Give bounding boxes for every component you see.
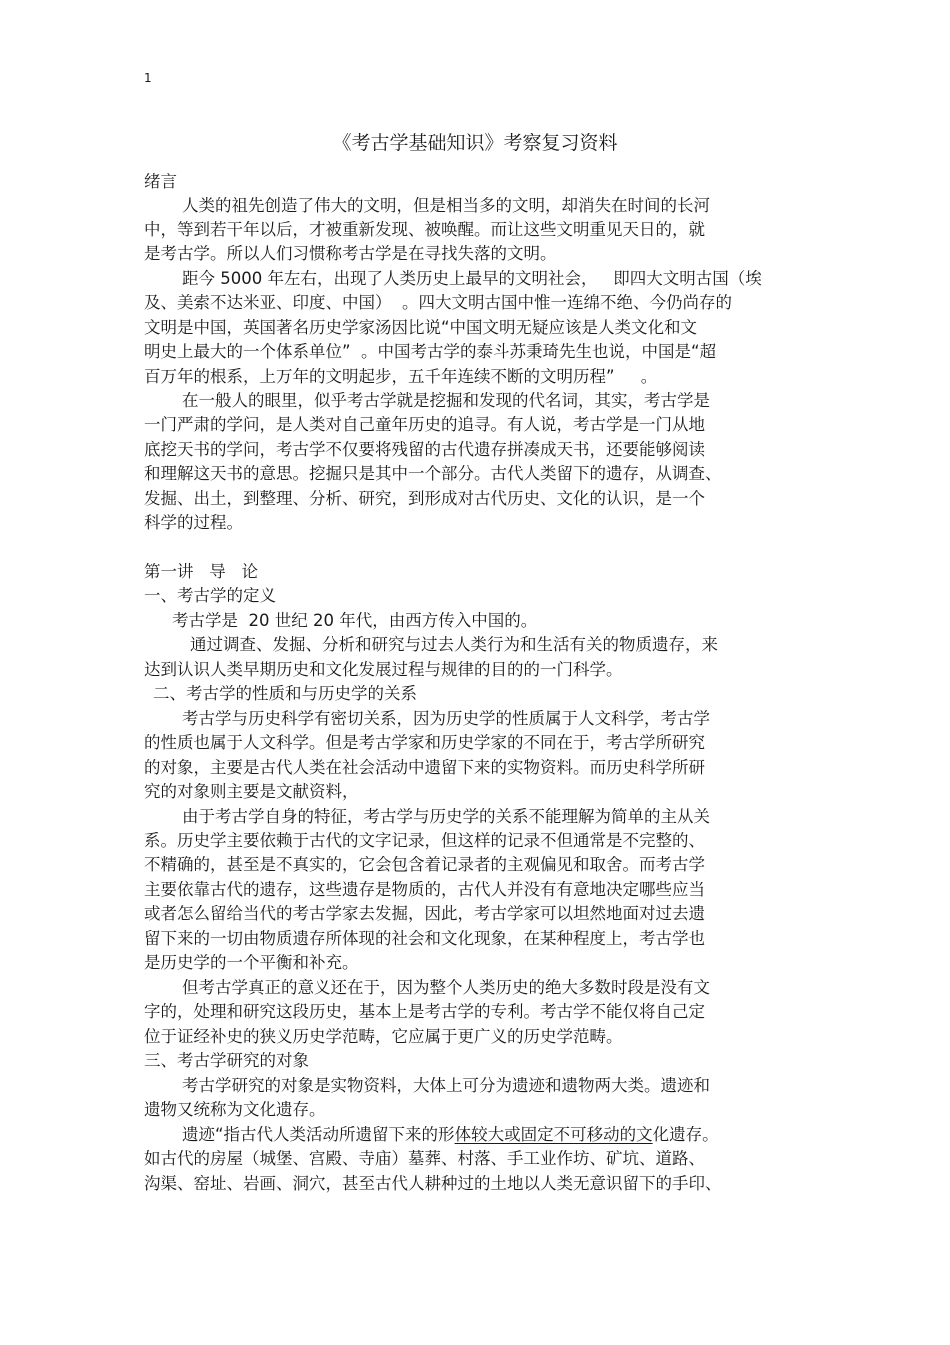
paragraph-line: 科学的过程。 [144,513,243,532]
underlined-phrase: 体较大或固定不可移动的文 [454,1125,653,1144]
paragraph-line: 或者怎么留给当代的考古学家去发掘，因此，考古学家可以坦然地面对过去遗 [144,904,705,923]
section-heading: 三、考古学研究的对象 [144,1051,309,1070]
paragraph-line: 及、美索不达米亚、印度、中国） 。四大文明古国中惟一连绵不绝、今仍尚存的 [144,293,732,312]
paragraph-line: 距今 5000 年左右，出现了人类历史上最早的文明社会， 即四大文明古国（埃 [182,269,762,288]
paragraph-line: 系。历史学主要依赖于古代的文字记录，但这样的记录不但通常是不完整的、 [144,831,705,850]
paragraph-line: 是历史学的一个平衡和补充。 [144,953,359,972]
paragraph-line: 留下来的一切由物质遗存所体现的社会和文化现象，在某种程度上，考古学也 [144,929,705,948]
paragraph-line: 和理解这天书的意思。挖掘只是其中一个部分。古代人类留下的遗存，从调查、 [144,464,722,483]
paragraph-line: 通过调查、发掘、分析和研究与过去人类行为和生活有关的物质遗存，来 [190,635,718,654]
paragraph-line: 究的对象则主要是文献资料， [144,782,359,801]
paragraph-line: 一门严肃的学问，是人类对自己童年历史的追寻。有人说，考古学是一门从地 [144,415,705,434]
paragraph-line: 主要依靠古代的遗存，这些遗存是物质的，古代人并没有有意地决定哪些应当 [144,880,705,899]
paragraph-line: 底挖天书的学问，考古学不仅要将残留的古代遗存拼凑成天书，还要能够阅读 [144,440,705,459]
paragraph-line: 考古学与历史科学有密切关系，因为历史学的性质属于人文科学，考古学 [182,709,710,728]
paragraph-line: 发掘、出土，到整理、分析、研究，到形成对古代历史、文化的认识，是一个 [144,489,705,508]
paragraph-line: 考古学研究的对象是实物资料，大体上可分为遗迹和遗物两大类。遗迹和 [182,1076,710,1095]
line-start: 遗迹“指古代人类活动所遗留下来的形 [182,1125,455,1144]
chapter-heading: 第一讲 导 论 [144,562,258,581]
paragraph-line: 中，等到若干年以后，才被重新发现、被唤醒。而让这些文明重见天日的，就 [144,220,705,239]
paragraph-line: 百万年的根系，上万年的文明起步，五千年连续不断的文明历程” 。 [144,367,658,386]
section-heading: 二、考古学的性质和与历史学的关系 [153,684,417,703]
paragraph-line: 位于证经补史的狭义历史学范畴，它应属于更广义的历史学范畴。 [144,1027,623,1046]
section-heading-preface: 绪言 [144,172,177,191]
paragraph-line: 文明是中国，英国著名历史学家汤因比说“中国文明无疑应该是人类文化和文 [144,318,698,337]
paragraph-line: 明史上最大的一个体系单位” 。中国考古学的泰斗苏秉琦先生也说，中国是“超 [144,342,717,361]
paragraph-line: 由于考古学自身的特征，考古学与历史学的关系不能理解为简单的主从关 [182,807,710,826]
paragraph-line: 是考古学。所以人们习惯称考古学是在寻找失落的文明。 [144,244,557,263]
section-heading: 一、考古学的定义 [144,586,276,605]
line-end: 化遗存。 [652,1125,719,1144]
paragraph-line: 如古代的房屋（城堡、宫殿、寺庙）墓葬、村落、手工业作坊、矿坑、道路、 [144,1149,705,1168]
paragraph-line: 人类的祖先创造了伟大的文明，但是相当多的文明，却消失在时间的长河 [182,196,710,215]
paragraph-line: 考古学是 20 世纪 20 年代，由西方传入中国的。 [172,611,538,630]
page-number: 1 [144,71,152,85]
paragraph-line: 在一般人的眼里，似乎考古学就是挖掘和发现的代名词，其实，考古学是 [182,391,710,410]
paragraph-line: 字的，处理和研究这段历史，基本上是考古学的专利。考古学不能仅将自己定 [144,1002,705,1021]
document-title: 《考古学基础知识》考察复习资料 [332,132,618,154]
paragraph-line: 遗物又统称为文化遗存。 [144,1100,326,1119]
paragraph-line: 的性质也属于人文科学。但是考古学家和历史学家的不同在于，考古学所研究 [144,733,705,752]
paragraph-line: 的对象，主要是古代人类在社会活动中遗留下来的实物资料。而历史科学所研 [144,758,705,777]
paragraph-line: 沟渠、窑址、岩画、洞穴，甚至古代人耕种过的土地以人类无意识留下的手印、 [144,1174,722,1193]
paragraph-line: 达到认识人类早期历史和文化发展过程与规律的目的的一门科学。 [144,660,623,679]
paragraph-line: 但考古学真正的意义还在于，因为整个人类历史的绝大多数时段是没有文 [182,978,710,997]
paragraph-line-underlined [182,1123,719,1147]
paragraph-line: 不精确的，甚至是不真实的，它会包含着记录者的主观偏见和取舍。而考古学 [144,855,705,874]
